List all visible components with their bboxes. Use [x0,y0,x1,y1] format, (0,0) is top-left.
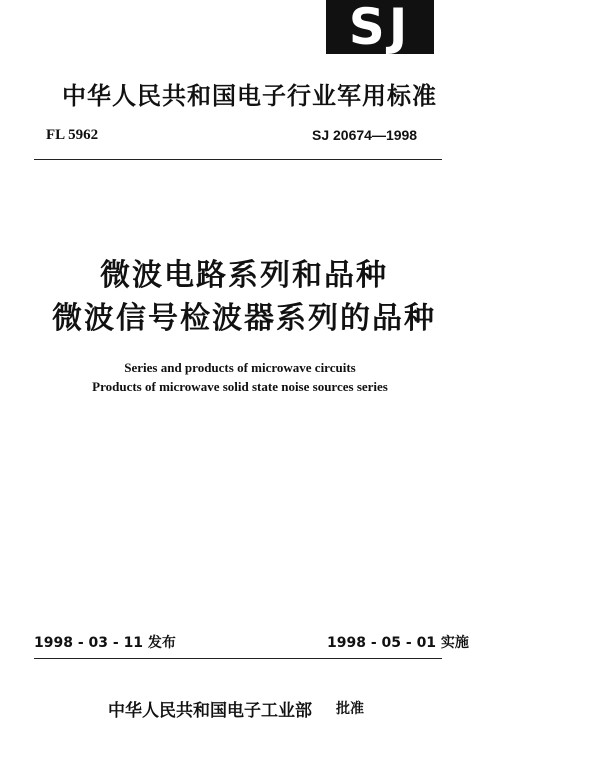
classification-code: FL 5962 [46,127,99,143]
sj-logo: SJ [326,0,434,54]
issuing-authority: 中华人民共和国电子工业部 [108,701,312,721]
main-title-line1: 微波电路系列和品种 [100,258,388,293]
issue-date: 1998 - 03 - 11 发布 [34,635,176,651]
approval-label: 批准 [336,701,364,717]
standard-category-title: 中华人民共和国电子行业军用标准 [62,82,437,110]
english-title-line1: Series and products of microwave circuits [124,360,356,375]
footer-divider [34,658,442,659]
main-title-line2: 微波信号检波器系列的品种 [52,301,436,336]
implement-date: 1998 - 05 - 01 实施 [327,635,469,651]
english-title-line2: Products of microwave solid state noise sources series [92,379,388,394]
header-divider [34,159,442,160]
standard-number: SJ 20674—1998 [312,127,418,143]
